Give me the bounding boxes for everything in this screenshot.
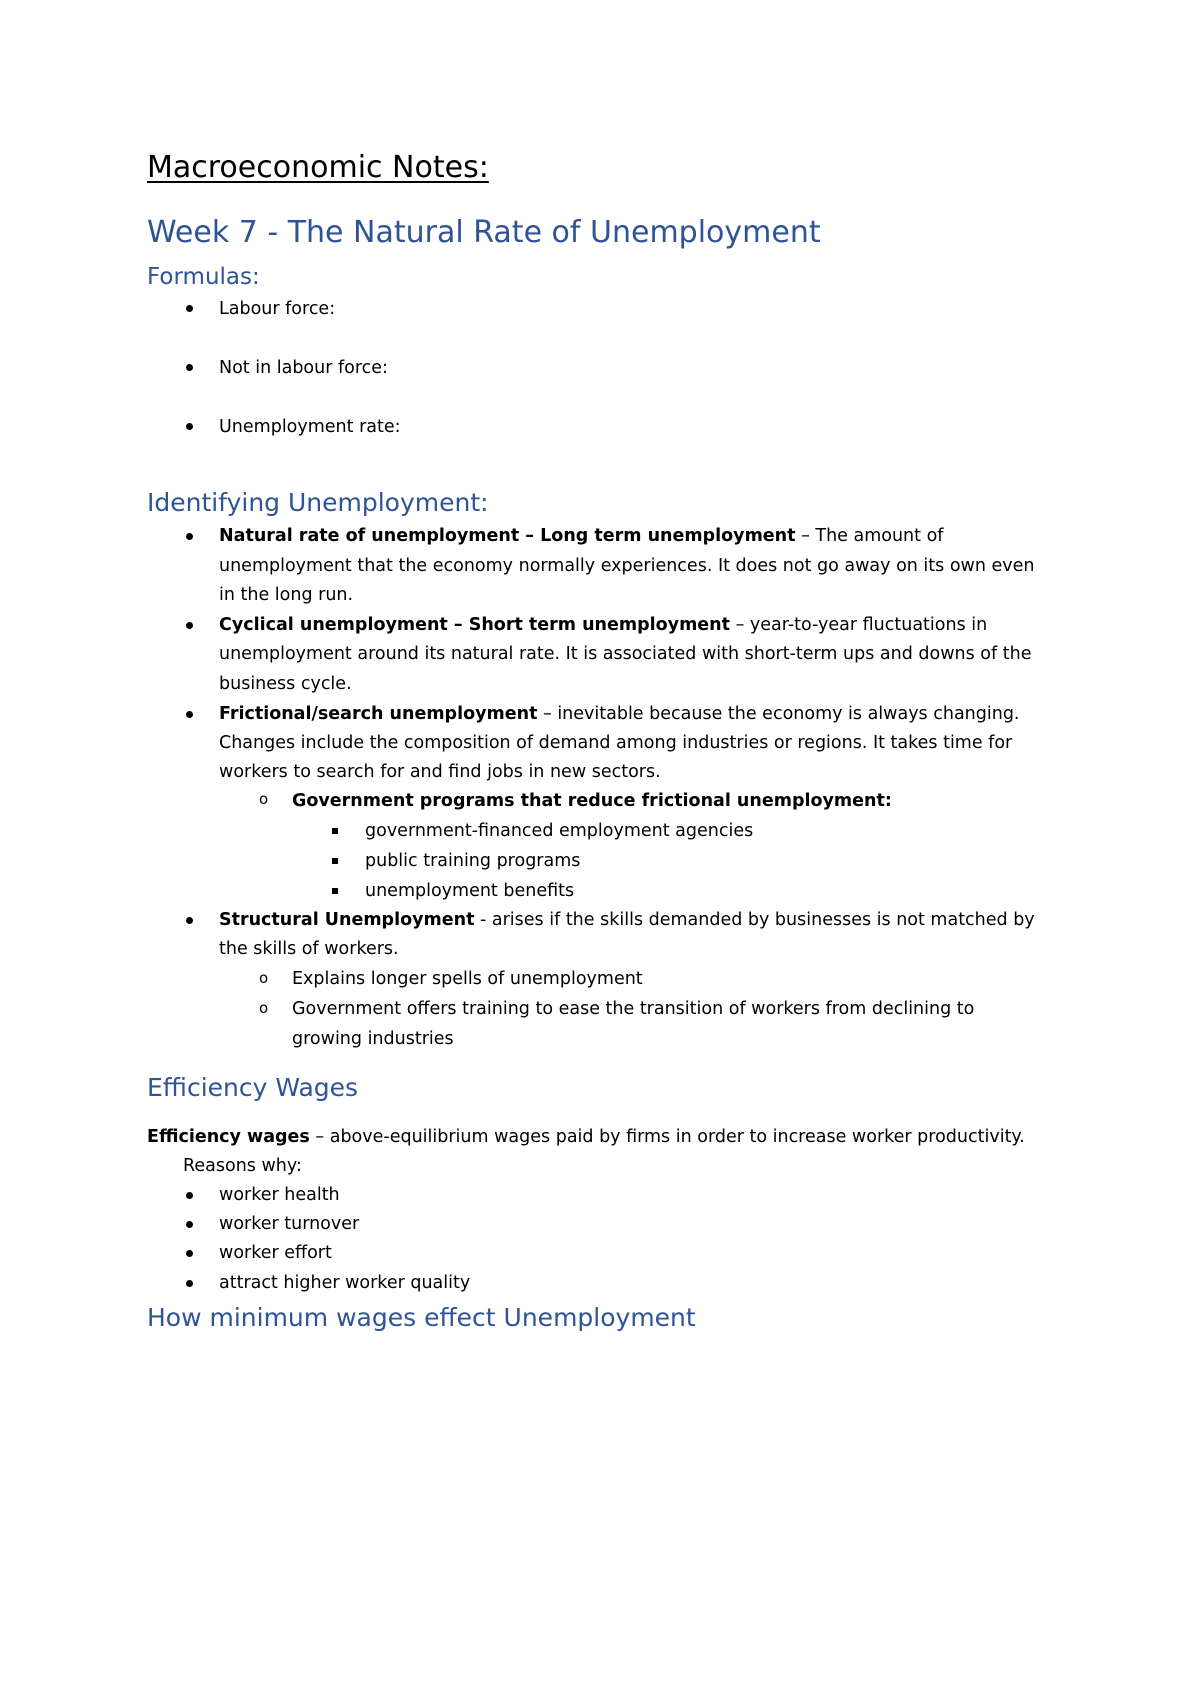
structural-sub-item: growing industries: [292, 1029, 454, 1049]
structural-text: the skills of workers.: [219, 939, 399, 959]
natural-rate-term: Natural rate of unemployment – Long term unemployment: [219, 526, 796, 546]
efficiency-text: – above-equilibrium wages paid by firms in order to increase worker productivity.: [309, 1127, 1025, 1147]
frictional-text: workers to search for and find jobs in new sectors.: [219, 762, 661, 782]
cyclical-text: – year-to-year fluctuations in: [730, 615, 988, 635]
bullet-icon: [186, 1192, 193, 1199]
bullet-icon: [186, 364, 193, 371]
identifying-heading: Identifying Unemployment:: [147, 488, 489, 517]
bullet-icon: [186, 423, 193, 430]
reasons-label: Reasons why:: [183, 1156, 302, 1176]
minimum-wage-heading: How minimum wages effect Unemployment: [147, 1303, 696, 1332]
structural-term: Structural Unemployment: [219, 910, 475, 930]
cyclical-text: unemployment around its natural rate. It is associated with short-term ups and downs of the: [219, 644, 1032, 664]
gov-program-item: unemployment benefits: [365, 881, 575, 901]
structural-sub-item: Government offers training to ease the transition of workers from declining to: [292, 999, 975, 1019]
frictional-text: Changes include the composition of demand among industries or regions. It takes time for: [219, 733, 1013, 753]
structural-text: - arises if the skills demanded by businesses is not matched by: [474, 910, 1035, 930]
reason-item: attract higher worker quality: [219, 1273, 471, 1293]
formula-item: Unemployment rate:: [219, 417, 401, 437]
gov-programs-heading: [292, 787, 892, 817]
cyclical-line: [219, 611, 987, 641]
bullet-icon: [186, 533, 193, 540]
square-bullet-icon: [332, 888, 338, 894]
gov-programs-heading-text: Government programs that reduce frictional unemployment:: [292, 791, 892, 811]
structural-line: [219, 906, 1035, 936]
efficiency-term: Efficiency wages: [147, 1127, 310, 1147]
bullet-icon: [186, 305, 193, 312]
natural-rate-text: – The amount of: [795, 526, 944, 546]
bullet-icon: [186, 1221, 193, 1228]
structural-sub-item: Explains longer spells of unemployment: [292, 969, 643, 989]
efficiency-definition: [147, 1123, 1025, 1153]
week-heading: Week 7 - The Natural Rate of Unemployment: [147, 215, 821, 250]
efficiency-heading: Efficiency Wages: [147, 1073, 359, 1102]
bullet-icon: [186, 1280, 193, 1287]
bullet-icon: [186, 917, 193, 924]
bullet-icon: [186, 1250, 193, 1257]
bullet-icon: [186, 711, 193, 718]
frictional-line: [219, 700, 1020, 730]
gov-program-item: public training programs: [365, 851, 581, 871]
square-bullet-icon: [332, 858, 338, 864]
natural-rate-text: unemployment that the economy normally experiences. It does not go away on its own even: [219, 556, 1035, 576]
natural-rate-text: in the long run.: [219, 585, 354, 605]
reason-item: worker effort: [219, 1243, 332, 1263]
square-bullet-icon: [332, 828, 338, 834]
formula-item: Labour force:: [219, 299, 336, 319]
formulas-heading: Formulas:: [147, 264, 260, 290]
formula-item: Not in labour force:: [219, 358, 388, 378]
gov-program-item: government-financed employment agencies: [365, 821, 754, 841]
circle-bullet-icon: o: [259, 999, 269, 1017]
circle-bullet-icon: o: [259, 790, 269, 808]
circle-bullet-icon: o: [259, 969, 269, 987]
reason-item: worker turnover: [219, 1214, 360, 1234]
natural-rate-line: [219, 522, 943, 552]
frictional-text: – inevitable because the economy is always changing.: [537, 704, 1020, 724]
frictional-term: Frictional/search unemployment: [219, 704, 538, 724]
cyclical-text: business cycle.: [219, 674, 352, 694]
cyclical-term: Cyclical unemployment – Short term unemployment: [219, 615, 731, 635]
document-title: Macroeconomic Notes:: [147, 150, 489, 185]
bullet-icon: [186, 622, 193, 629]
reason-item: worker health: [219, 1185, 340, 1205]
